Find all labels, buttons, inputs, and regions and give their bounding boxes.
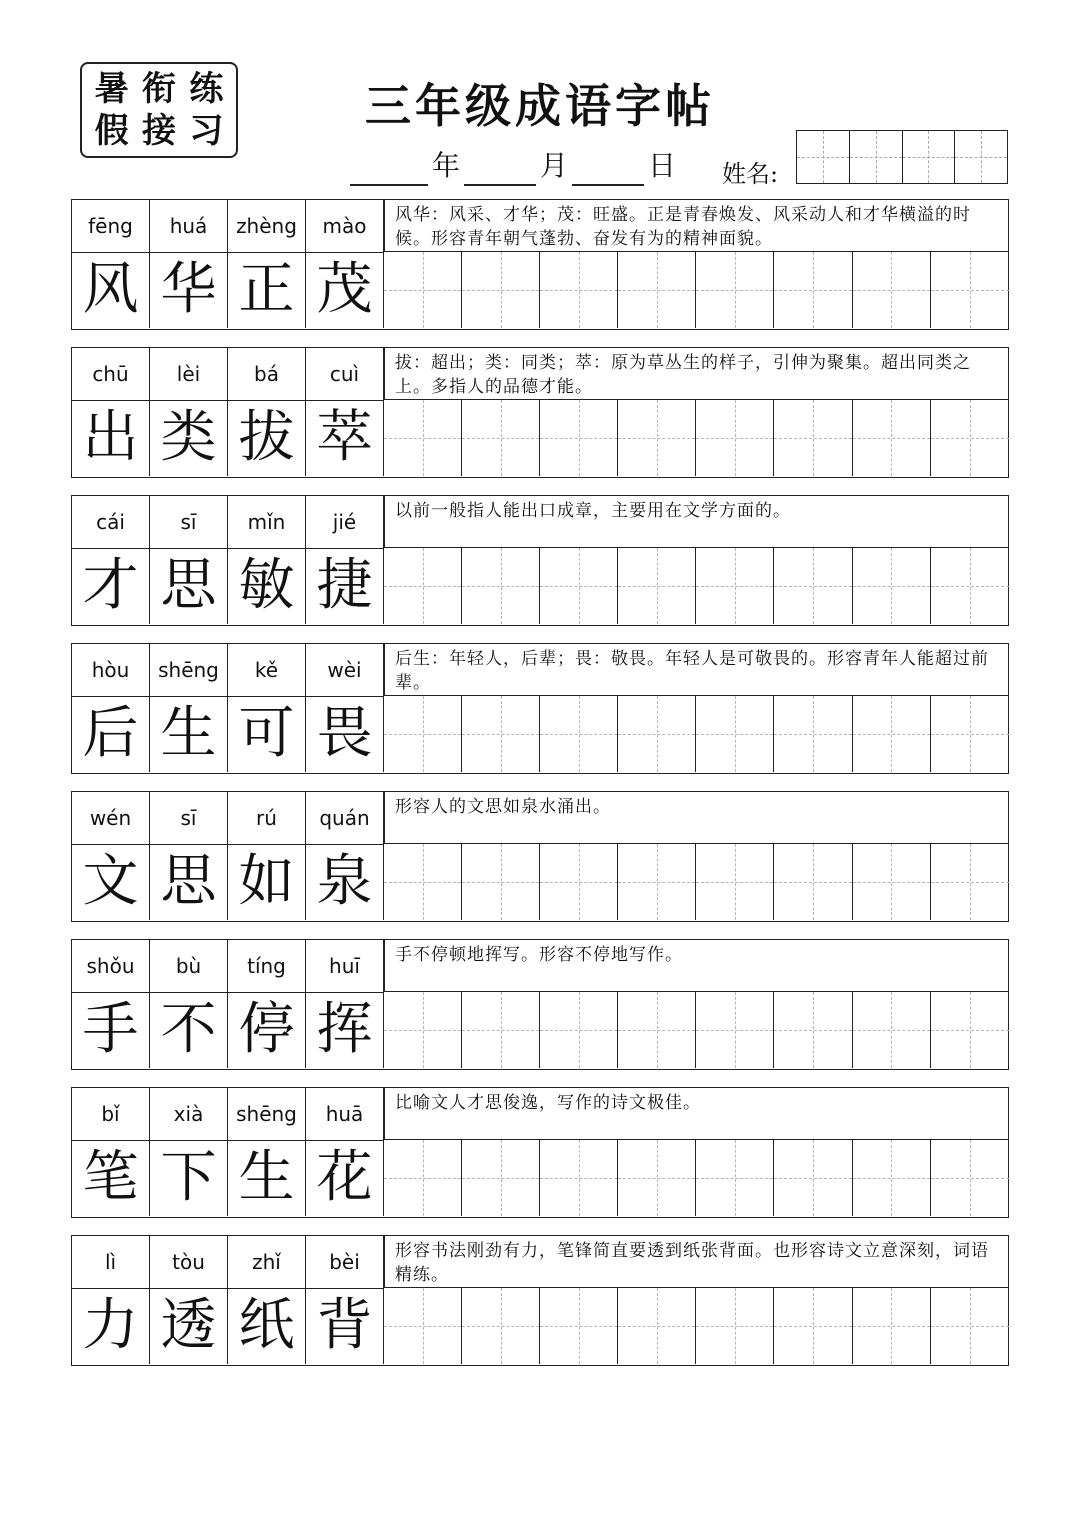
pinyin-cell: bǐ <box>72 1088 150 1140</box>
model-char: 手 <box>72 992 150 1068</box>
practice-cell[interactable] <box>540 1140 618 1216</box>
practice-cell[interactable] <box>774 1288 852 1364</box>
practice-cell[interactable] <box>462 696 540 772</box>
pinyin-cell: shēng <box>228 1088 306 1140</box>
pinyin-cell: huá <box>150 200 228 252</box>
practice-cell[interactable] <box>853 844 931 920</box>
date-line <box>350 146 680 186</box>
practice-grid <box>384 548 1009 624</box>
idiom-definition: 后生：年轻人，后辈；畏：敬畏。年轻人是可敬畏的。形容青年人能超过前辈。 <box>384 644 1009 696</box>
practice-cell[interactable] <box>696 1288 774 1364</box>
model-char: 才 <box>72 548 150 624</box>
month-label: 月 <box>540 149 569 182</box>
name-cell[interactable] <box>903 131 956 183</box>
practice-cell[interactable] <box>853 252 931 328</box>
pinyin-cell: cuì <box>306 348 384 400</box>
practice-cell[interactable] <box>774 252 852 328</box>
practice-cell[interactable] <box>931 696 1009 772</box>
practice-cell[interactable] <box>931 1140 1009 1216</box>
idiom-definition: 以前一般指人能出口成章，主要用在文学方面的。 <box>384 496 1009 548</box>
model-char: 后 <box>72 696 150 772</box>
practice-cell[interactable] <box>931 844 1009 920</box>
practice-cell[interactable] <box>774 992 852 1068</box>
idiom-definition: 形容人的文思如泉水涌出。 <box>384 792 1009 844</box>
model-char-row <box>72 1288 384 1364</box>
practice-cell[interactable] <box>696 252 774 328</box>
practice-grid <box>384 1288 1009 1364</box>
summer-practice-badge <box>80 62 238 158</box>
model-char: 泉 <box>306 844 384 920</box>
pinyin-cell: zhǐ <box>228 1236 306 1288</box>
pinyin-cell: sī <box>150 496 228 548</box>
model-char: 停 <box>228 992 306 1068</box>
practice-cell[interactable] <box>774 1140 852 1216</box>
practice-cell[interactable] <box>384 400 462 476</box>
idiom-definition: 形容书法刚劲有力，笔锋简直要透到纸张背面。也形容诗文立意深刻，词语精练。 <box>384 1236 1009 1288</box>
practice-cell[interactable] <box>618 844 696 920</box>
idiom-definition: 风华：风采、才华；茂：旺盛。正是青春焕发、风采动人和才华横溢的时候。形容青年朝气蓬勃、奋发有为的精神面貌。 <box>384 200 1009 252</box>
model-char: 畏 <box>306 696 384 772</box>
badge-char: 衔 <box>141 69 176 109</box>
practice-cell[interactable] <box>853 400 931 476</box>
pinyin-row <box>72 496 384 549</box>
pinyin-cell: huī <box>306 940 384 992</box>
pinyin-cell: huā <box>306 1088 384 1140</box>
practice-cell[interactable] <box>384 696 462 772</box>
pinyin-row <box>72 792 384 845</box>
model-char: 力 <box>72 1288 150 1364</box>
model-char: 思 <box>150 844 228 920</box>
practice-grid <box>384 992 1009 1068</box>
practice-cell[interactable] <box>462 1288 540 1364</box>
idiom-block <box>71 643 1009 774</box>
pinyin-row <box>72 644 384 697</box>
practice-cell[interactable] <box>774 548 852 624</box>
practice-cell[interactable] <box>540 400 618 476</box>
model-char: 花 <box>306 1140 384 1216</box>
pinyin-cell: bù <box>150 940 228 992</box>
pinyin-cell: jié <box>306 496 384 548</box>
pinyin-cell: tòu <box>150 1236 228 1288</box>
pinyin-cell: shǒu <box>72 940 150 992</box>
idiom-block <box>71 791 1009 922</box>
year-blank[interactable] <box>350 152 428 186</box>
practice-cell[interactable] <box>618 696 696 772</box>
practice-cell[interactable] <box>384 1140 462 1216</box>
idiom-block <box>71 939 1009 1070</box>
practice-grid <box>384 252 1009 328</box>
pinyin-cell: quán <box>306 792 384 844</box>
practice-cell[interactable] <box>384 844 462 920</box>
pinyin-cell: chū <box>72 348 150 400</box>
model-char-row <box>72 1140 384 1216</box>
model-char: 下 <box>150 1140 228 1216</box>
pinyin-cell: mào <box>306 200 384 252</box>
pinyin-cell: cái <box>72 496 150 548</box>
model-char: 纸 <box>228 1288 306 1364</box>
model-char: 可 <box>228 696 306 772</box>
practice-cell[interactable] <box>462 844 540 920</box>
model-char: 出 <box>72 400 150 476</box>
model-char-row <box>72 400 384 476</box>
practice-cell[interactable] <box>931 400 1009 476</box>
model-char: 背 <box>306 1288 384 1364</box>
practice-cell[interactable] <box>540 992 618 1068</box>
pinyin-cell: hòu <box>72 644 150 696</box>
practice-cell[interactable] <box>462 252 540 328</box>
model-char: 类 <box>150 400 228 476</box>
model-char: 笔 <box>72 1140 150 1216</box>
idiom-definition: 手不停顿地挥写。形容不停地写作。 <box>384 940 1009 992</box>
practice-grid <box>384 844 1009 920</box>
practice-cell[interactable] <box>853 992 931 1068</box>
pinyin-row <box>72 940 384 993</box>
practice-cell[interactable] <box>618 992 696 1068</box>
idiom-block <box>71 1087 1009 1218</box>
model-char: 拔 <box>228 400 306 476</box>
model-char: 敏 <box>228 548 306 624</box>
idiom-block <box>71 1235 1009 1366</box>
model-char-row <box>72 844 384 920</box>
practice-cell[interactable] <box>696 400 774 476</box>
year-label: 年 <box>432 149 461 182</box>
pinyin-cell: rú <box>228 792 306 844</box>
practice-cell[interactable] <box>853 1288 931 1364</box>
name-cell[interactable] <box>850 131 903 183</box>
day-blank[interactable] <box>572 152 644 186</box>
badge-char: 假 <box>94 111 129 151</box>
page-title: 三年级成语字帖 <box>365 79 715 133</box>
pinyin-cell: sī <box>150 792 228 844</box>
idiom-definition: 拔：超出；类：同类；萃：原为草丛生的样子，引伸为聚集。超出同类之上。多指人的品德才能。 <box>384 348 1009 400</box>
model-char: 捷 <box>306 548 384 624</box>
badge-char: 练 <box>189 69 224 109</box>
practice-cell[interactable] <box>462 992 540 1068</box>
practice-cell[interactable] <box>540 252 618 328</box>
pinyin-cell: bá <box>228 348 306 400</box>
practice-grid <box>384 1140 1009 1216</box>
practice-cell[interactable] <box>853 548 931 624</box>
practice-cell[interactable] <box>540 696 618 772</box>
practice-grid <box>384 696 1009 772</box>
pinyin-row <box>72 200 384 253</box>
practice-cell[interactable] <box>618 252 696 328</box>
practice-cell[interactable] <box>540 1288 618 1364</box>
pinyin-row <box>72 1236 384 1289</box>
practice-cell[interactable] <box>696 548 774 624</box>
practice-cell[interactable] <box>774 696 852 772</box>
pinyin-cell: tíng <box>228 940 306 992</box>
practice-cell[interactable] <box>774 844 852 920</box>
name-label: 姓名: <box>722 160 779 188</box>
model-char: 挥 <box>306 992 384 1068</box>
practice-cell[interactable] <box>618 1140 696 1216</box>
idiom-definition: 比喻文人才思俊逸，写作的诗文极佳。 <box>384 1088 1009 1140</box>
idiom-block <box>71 199 1009 330</box>
badge-char: 接 <box>141 111 176 151</box>
practice-cell[interactable] <box>618 548 696 624</box>
practice-cell[interactable] <box>384 548 462 624</box>
pinyin-cell: bèi <box>306 1236 384 1288</box>
model-char: 茂 <box>306 252 384 328</box>
pinyin-cell: lèi <box>150 348 228 400</box>
pinyin-cell: mǐn <box>228 496 306 548</box>
badge-char: 习 <box>189 111 224 151</box>
model-char-row <box>72 696 384 772</box>
pinyin-row <box>72 348 384 401</box>
pinyin-cell: xià <box>150 1088 228 1140</box>
practice-cell[interactable] <box>384 992 462 1068</box>
practice-cell[interactable] <box>618 1288 696 1364</box>
pinyin-cell: shēng <box>150 644 228 696</box>
day-label: 日 <box>648 149 677 182</box>
practice-cell[interactable] <box>696 844 774 920</box>
practice-cell[interactable] <box>853 1140 931 1216</box>
practice-cell[interactable] <box>384 252 462 328</box>
practice-cell[interactable] <box>696 696 774 772</box>
model-char: 思 <box>150 548 228 624</box>
model-char: 萃 <box>306 400 384 476</box>
model-char-row <box>72 548 384 624</box>
pinyin-cell: fēng <box>72 200 150 252</box>
model-char-row <box>72 252 384 328</box>
pinyin-cell: lì <box>72 1236 150 1288</box>
name-cell[interactable] <box>797 131 850 183</box>
pinyin-cell: kě <box>228 644 306 696</box>
practice-cell[interactable] <box>462 548 540 624</box>
model-char: 生 <box>228 1140 306 1216</box>
model-char: 风 <box>72 252 150 328</box>
model-char: 透 <box>150 1288 228 1364</box>
idiom-block <box>71 495 1009 626</box>
practice-cell[interactable] <box>462 400 540 476</box>
model-char: 华 <box>150 252 228 328</box>
pinyin-cell: wèi <box>306 644 384 696</box>
practice-cell[interactable] <box>540 844 618 920</box>
practice-cell[interactable] <box>774 400 852 476</box>
practice-cell[interactable] <box>618 400 696 476</box>
practice-cell[interactable] <box>931 992 1009 1068</box>
pinyin-cell: wén <box>72 792 150 844</box>
model-char: 如 <box>228 844 306 920</box>
badge-char: 暑 <box>94 69 129 109</box>
practice-cell[interactable] <box>853 696 931 772</box>
pinyin-row <box>72 1088 384 1141</box>
practice-cell[interactable] <box>540 548 618 624</box>
model-char: 不 <box>150 992 228 1068</box>
practice-cell[interactable] <box>696 992 774 1068</box>
practice-cell[interactable] <box>696 1140 774 1216</box>
practice-cell[interactable] <box>931 1288 1009 1364</box>
month-blank[interactable] <box>464 152 536 186</box>
practice-cell[interactable] <box>931 548 1009 624</box>
name-cell[interactable] <box>955 131 1007 183</box>
practice-cell[interactable] <box>931 252 1009 328</box>
idiom-block <box>71 347 1009 478</box>
practice-cell[interactable] <box>384 1288 462 1364</box>
pinyin-cell: zhèng <box>228 200 306 252</box>
model-char-row <box>72 992 384 1068</box>
model-char: 正 <box>228 252 306 328</box>
practice-cell[interactable] <box>462 1140 540 1216</box>
model-char: 生 <box>150 696 228 772</box>
practice-grid <box>384 400 1009 476</box>
name-field[interactable] <box>796 130 1008 184</box>
model-char: 文 <box>72 844 150 920</box>
